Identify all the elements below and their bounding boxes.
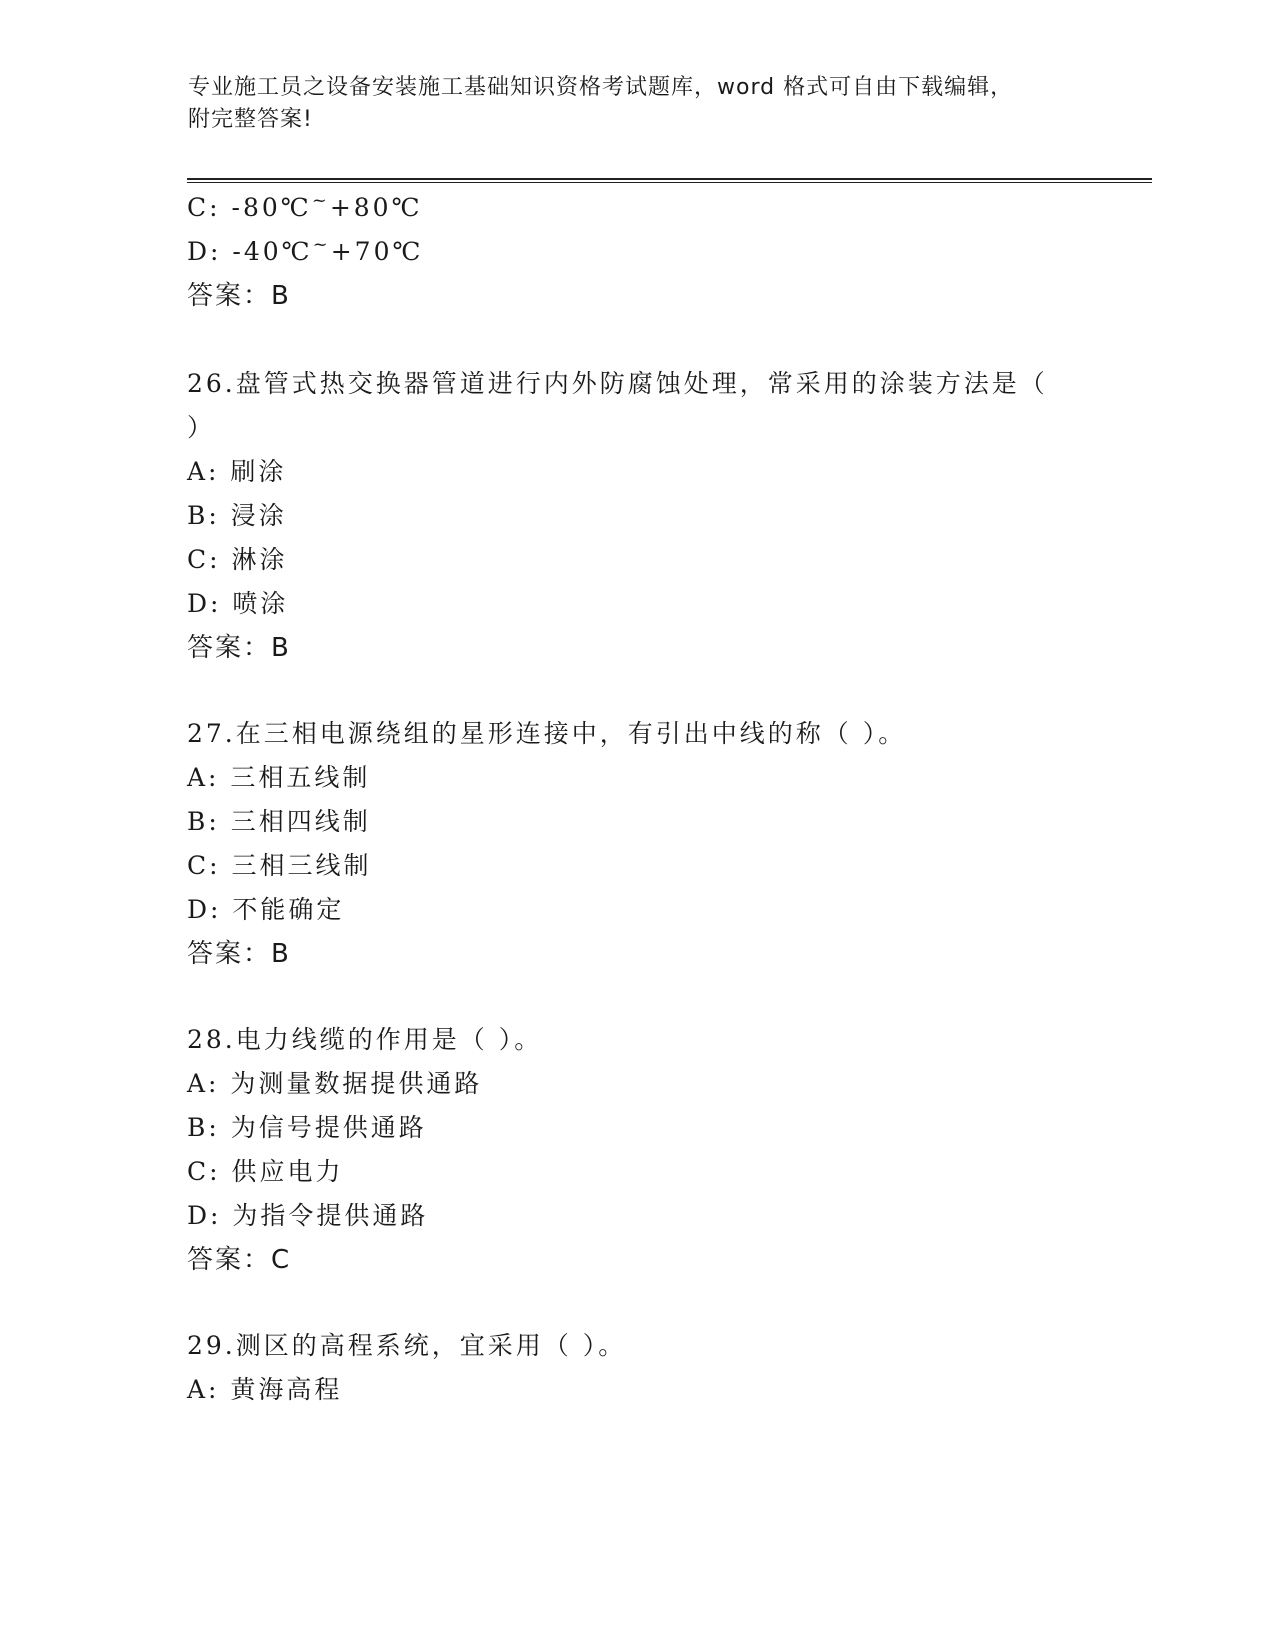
question-26-option-b: B: 浸涂 <box>187 501 287 530</box>
prev-option-c-prefix: C: -80℃ <box>187 193 312 222</box>
prev-option-d <box>187 234 424 270</box>
question-28-option-d: D: 为指令提供通路 <box>187 1201 429 1230</box>
prev-answer: 答案：B <box>187 281 291 311</box>
header-line-2: 附完整答案! <box>188 107 313 132</box>
question-27-option-c: C: 三相三线制 <box>187 851 372 880</box>
tilde-mark: ~ <box>312 234 331 255</box>
question-27-option-d: D: 不能确定 <box>187 895 345 924</box>
header-divider-thin <box>187 182 1152 183</box>
question-26-stem-cont: ） <box>187 413 216 442</box>
question-29-option-a: A: 黄海高程 <box>187 1375 343 1404</box>
question-27-stem: 27.在三相电源绕组的星形连接中，有引出中线的称（ ）。 <box>187 719 907 748</box>
question-28-option-a: A: 为测量数据提供通路 <box>187 1069 483 1098</box>
question-28-option-c: C: 供应电力 <box>187 1157 344 1186</box>
question-26-option-d: D: 喷涂 <box>187 589 289 618</box>
question-27-answer: 答案：B <box>187 939 291 969</box>
question-27-option-a: A: 三相五线制 <box>187 763 371 792</box>
prev-option-c-suffix: +80℃ <box>329 193 423 222</box>
question-26-stem: 26.盘管式热交换器管道进行内外防腐蚀处理，常采用的涂装方法是（ <box>187 369 1048 398</box>
header-line-1: 专业施工员之设备安装施工基础知识资格考试题库，word 格式可自由下载编辑， <box>188 75 1014 100</box>
question-28-answer: 答案：C <box>187 1245 292 1275</box>
header-divider-thick <box>187 178 1152 180</box>
question-26-option-c: C: 淋涂 <box>187 545 288 574</box>
prev-option-d-prefix: D: -40℃ <box>187 237 313 266</box>
prev-option-c <box>187 190 423 226</box>
question-26-option-a: A: 刷涂 <box>187 457 287 486</box>
question-26-answer: 答案：B <box>187 633 291 663</box>
question-29-stem: 29.测区的高程系统，宜采用（ ）。 <box>187 1331 627 1360</box>
prev-option-d-suffix: +70℃ <box>330 237 424 266</box>
question-28-option-b: B: 为信号提供通路 <box>187 1113 427 1142</box>
question-27-option-b: B: 三相四线制 <box>187 807 371 836</box>
tilde-mark: ~ <box>311 190 330 211</box>
document-header <box>188 72 1088 136</box>
question-28-stem: 28.电力线缆的作用是（ ）。 <box>187 1025 543 1054</box>
